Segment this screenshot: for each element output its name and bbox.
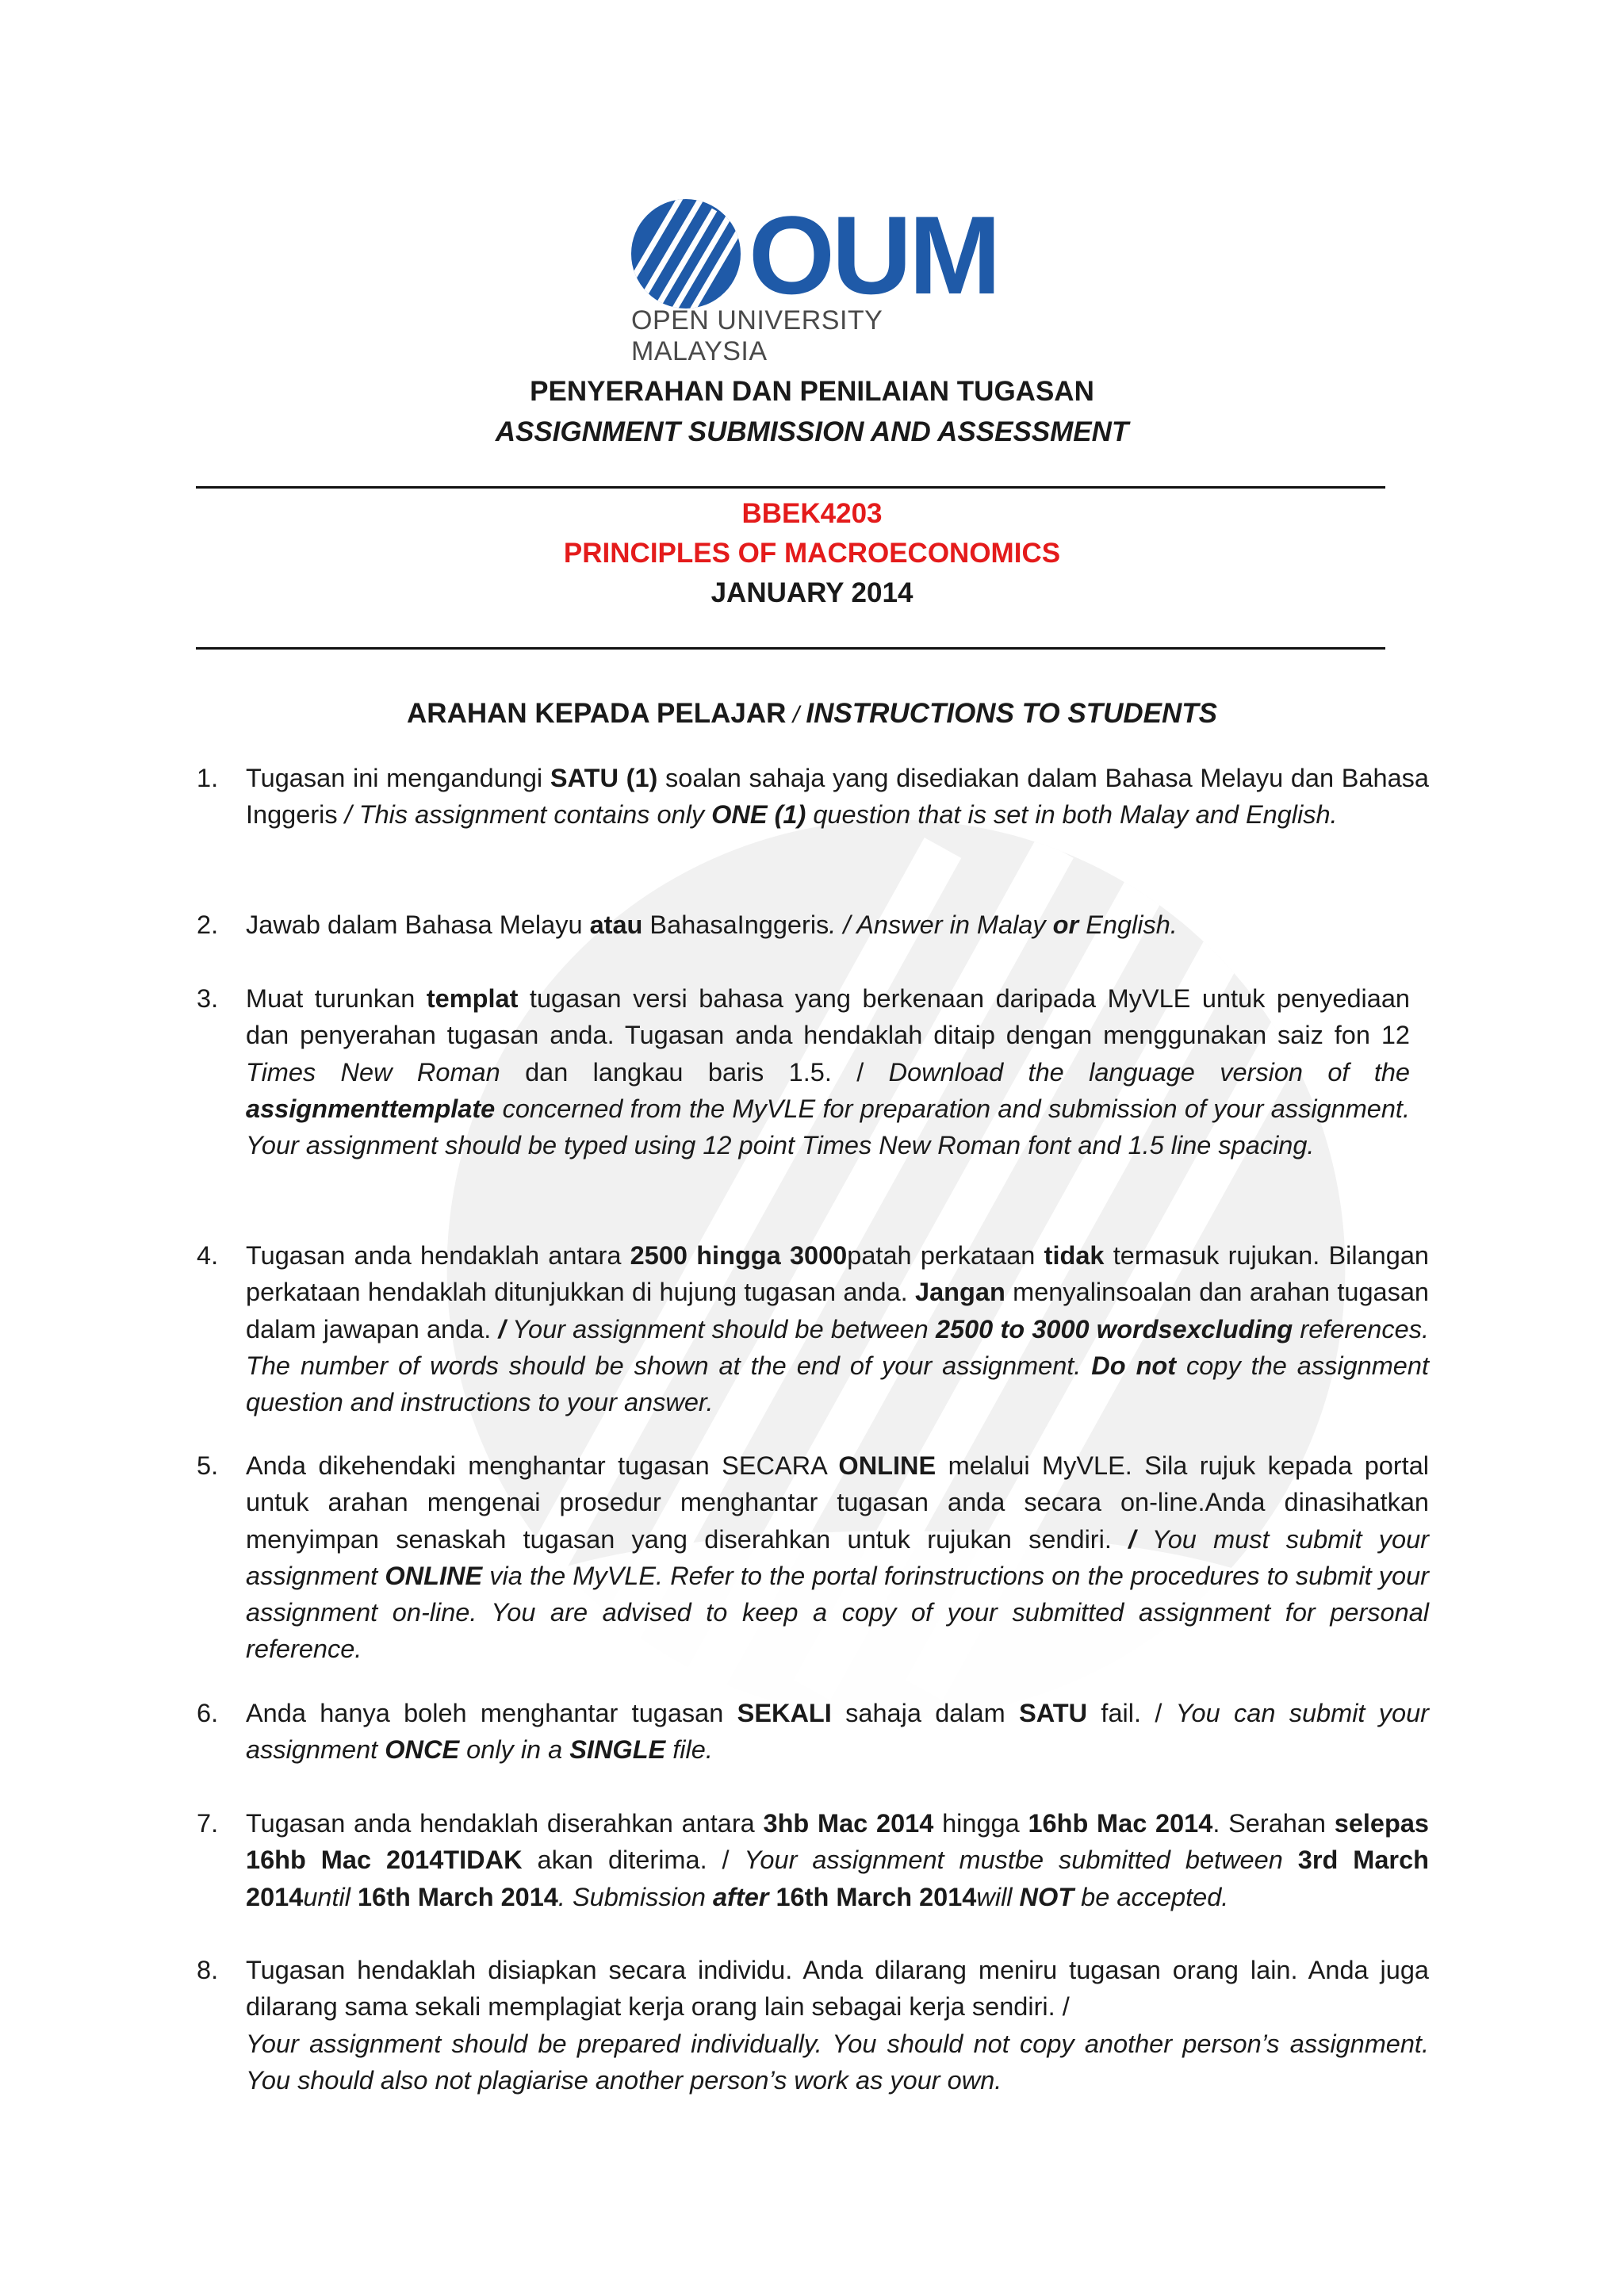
instruction-text: Jawab dalam Bahasa Melayu atau BahasaInggeris. / Answer in Malay or English. <box>246 910 1178 939</box>
instruction-text: Tugasan anda hendaklah diserahkan antara 3hb Mac 2014 hingga 16hb Mac 2014. Serahan selepas 16hb Mac 2014TIDAK akan diterima. / Your assignment mustbe submitted between 3rd March 2014until 16th March 2014. Submission after 16th March 2014will NOT be accepted. <box>246 1809 1430 1911</box>
divider-bottom <box>196 647 1385 650</box>
instruction-text: Muat turunkan templat tugasan versi bahasa yang berkenaan daripada MyVLE untuk penyediaan dan penyerahan tugasan anda. Tugasan anda hendaklah ditaip dengan menggunakan saiz fon 12 Times New Roman dan langkau baris 1.5. / Download the language version of the assignmenttemplate concerned from the MyVLE for preparation and submission of your assignment. Your assignment should be typed using 12 point Times New Roman font and 1.5 line spacing. <box>246 984 1410 1160</box>
instruction-text: Anda dikehendaki menghantar tugasan SECARA ONLINE melalui MyVLE. Sila rujuk kepada portal untuk arahan mengenai prosedur menghantar tugasan anda secara on-line.Anda dinasihatkan menyimpan senaskah tugasan yang diserahkan untuk rujukan sendiri. / You must submit your assignment ONLINE via the MyVLE. Refer to the portal forinstructions on the procedures to submit your assignment on-line. You are advised to keep a copy of your submitted assignment for personal reference. <box>246 1451 1430 1664</box>
instruction-number: 8. <box>197 1956 219 1984</box>
instruction-number: 4. <box>197 1241 219 1270</box>
instruction-text: Tugasan ini mengandungi SATU (1) soalan sahaja yang disediakan dalam Bahasa Melayu dan Bahasa Inggeris / This assignment contains only ONE (1) question that is set in both Malay and English. <box>246 764 1430 830</box>
instruction-text: Tugasan hendaklah disiapkan secara individu. Anda dilarang meniru tugasan orang lain. Anda juga dilarang sama sekali memplagiat kerja orang lain sebagai kerja sendiri. / Your assignment should be prepared individually. You should not copy another person’s assignment. You should also not plagiarise another person’s work as your own. <box>246 1956 1429 2095</box>
title-english: ASSIGNMENT SUBMISSION AND ASSESSMENT <box>495 416 1129 447</box>
oum-logo <box>626 193 999 366</box>
title-malay: PENYERAHAN DAN PENILAIAN TUGASAN <box>530 376 1094 407</box>
course-code: BBEK4203 <box>741 498 883 529</box>
divider-top <box>196 486 1385 489</box>
instructions-heading <box>0 698 1624 730</box>
instruction-number: 6. <box>197 1699 219 1727</box>
logo-wordmark: OUM <box>749 193 998 317</box>
instruction-text: Anda hanya boleh menghantar tugasan SEKALI sahaja dalam SATU fail. / You can submit your assignment ONCE only in a SINGLE file. <box>246 1699 1429 1765</box>
instruction-number: 3. <box>197 984 219 1013</box>
oum-globe-icon <box>626 194 745 313</box>
course-session: JANUARY 2014 <box>710 577 914 608</box>
instruction-number: 7. <box>197 1809 219 1838</box>
instructions-heading-english: INSTRUCTIONS TO STUDENTS <box>806 698 1217 729</box>
instruction-text: Tugasan anda hendaklah antara 2500 hingga 3000patah perkataan tidak termasuk rujukan. Bilangan perkataan hendaklah ditunjukkan di hujung tugasan anda. Jangan menyalinsoalan dan arahan tugasan dalam jawapan anda. / Your assignment should be between 2500 to 3000 wordsexcluding references. The number of words should be shown at the end of your assignment. Do not copy the assignment question and instructions to your answer. <box>246 1241 1429 1417</box>
instruction-number: 2. <box>197 910 219 939</box>
instructions-heading-malay: ARAHAN KEPADA PELAJAR <box>407 698 787 729</box>
instruction-number: 1. <box>197 764 219 792</box>
course-name: PRINCIPLES OF MACROECONOMICS <box>563 538 1061 569</box>
instruction-number: 5. <box>197 1451 219 1480</box>
instructions-heading-separator: / <box>786 702 806 728</box>
logo-subtitle: OPEN UNIVERSITY MALAYSIA <box>631 305 883 366</box>
